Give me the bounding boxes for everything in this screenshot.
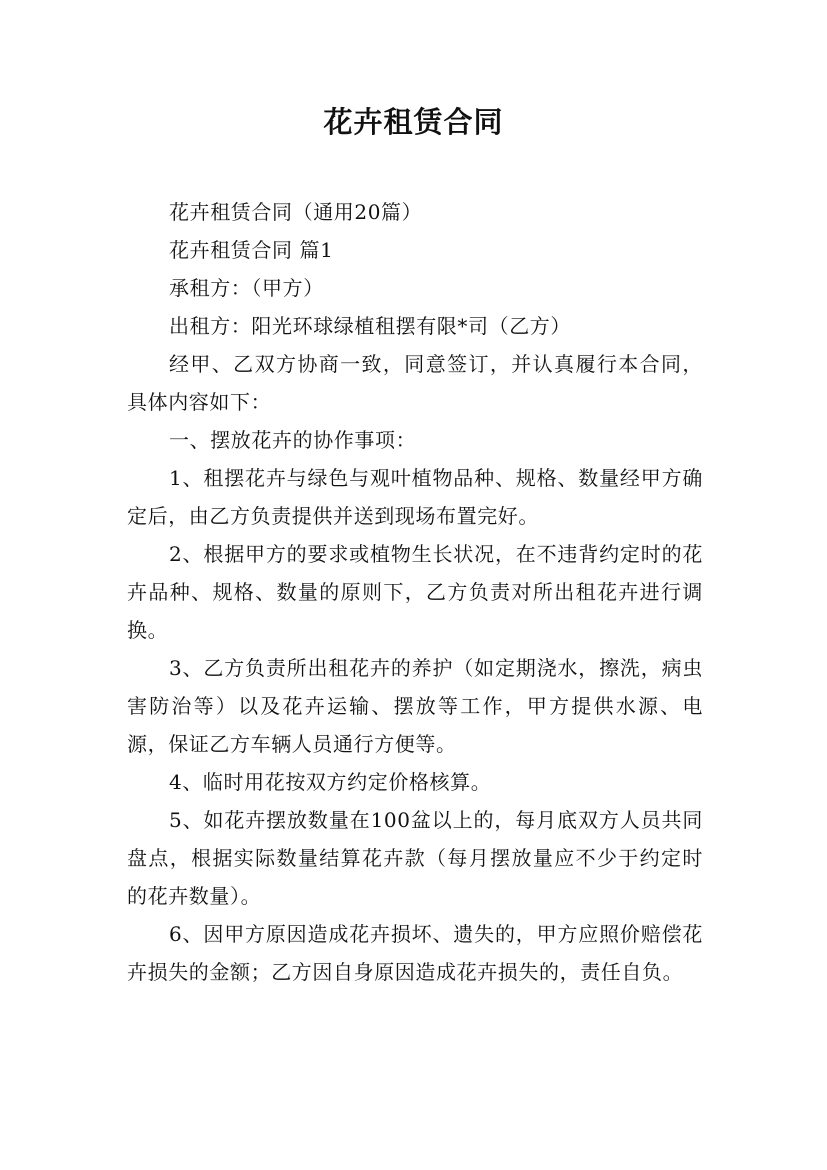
- paragraph-clause-2: 2、根据甲方的要求或植物生长状况，在不违背约定时的花卉品种、规格、数量的原则下，乙方负责对所出租花卉进行调换。: [127, 542, 703, 642]
- paragraph-subtitle: 花卉租赁合同（通用20篇）: [169, 200, 423, 224]
- document-body: [127, 193, 703, 991]
- paragraph-clause-heading: 一、摆放花卉的协作事项：: [169, 428, 417, 452]
- document-title: 花卉租赁合同: [323, 105, 504, 139]
- paragraph-section-heading: 花卉租赁合同 篇1: [169, 238, 334, 262]
- paragraph-clause-6: 6、因甲方原因造成花卉损坏、遗失的，甲方应照价赔偿花卉损失的金额；乙方因自身原因造成花卉损失的，责任自负。: [127, 922, 703, 984]
- paragraph-clause-3: 3、乙方负责所出租花卉的养护（如定期浇水，擦洗，病虫害防治等）以及花卉运输、摆放等工作，甲方提供水源、电源，保证乙方车辆人员通行方便等。: [127, 656, 703, 756]
- paragraph-intro: 经甲、乙双方协商一致，同意签订，并认真履行本合同，具体内容如下：: [127, 352, 703, 414]
- paragraph-lessor: 出租方：阳光环球绿植租摆有限*司（乙方）: [169, 314, 571, 338]
- paragraph-clause-4: 4、临时用花按双方约定价格核算。: [169, 770, 492, 794]
- paragraph-clause-5: 5、如花卉摆放数量在100盆以上的，每月底双方人员共同盘点，根据实际数量结算花卉款（每月摆放量应不少于约定时的花卉数量）。: [127, 808, 703, 908]
- paragraph-clause-1: 1、租摆花卉与绿色与观叶植物品种、规格、数量经甲方确定后，由乙方负责提供并送到现场布置完好。: [127, 466, 703, 528]
- paragraph-lessee: 承租方：（甲方）: [169, 276, 324, 300]
